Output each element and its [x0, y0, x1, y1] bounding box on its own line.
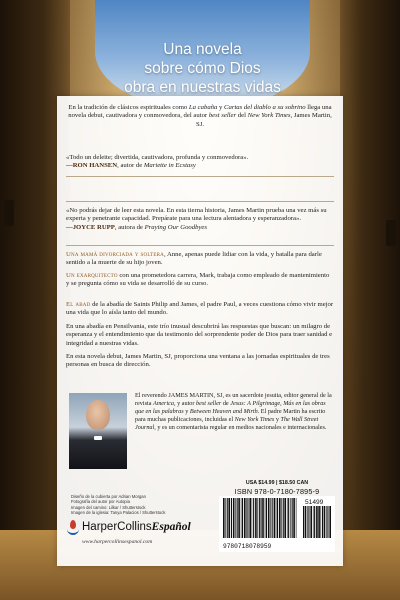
bio-title: New York Times	[234, 415, 275, 423]
blurb-attribution: —RON HANSEN	[66, 162, 118, 170]
barcode-bar	[313, 506, 314, 538]
credits	[71, 494, 191, 516]
bio-title: The Wall Street Journal	[135, 415, 319, 431]
blurb-quote: «No podrás dejar de leer esta novela. En esta tierna historia, James Martin prueba una vez más su experta y penetrante capacidad. Prepárate para una lectura alentadora y esperanzadora».	[66, 207, 327, 223]
bio-text: . El padre Martin ha escrito para muchas publicaciones, incluidas el	[135, 407, 326, 423]
intro-paragraph	[66, 104, 334, 129]
divider	[66, 245, 334, 246]
barcode-bar	[308, 506, 309, 538]
bio-title: America	[153, 399, 175, 407]
synopsis-paragraph: En una abadía en Pensilvania, este trío inusual descubrirá las respuestas que buscan: un milagro de esperanza y el entendimiento que da testimonio del sorprendente poder de Dios para traer sanidad e integridad a nuestras vidas.	[66, 323, 333, 347]
barcode-bar	[296, 498, 297, 538]
blurb-rupp	[66, 207, 334, 232]
intro-text: , James Martin, SJ.	[196, 112, 332, 128]
blurb-quote: «Todo un deleite; divertida, cautivadora, profunda y conmovedora».	[66, 154, 249, 161]
barcode-bar	[268, 498, 270, 538]
intro-text: llega una novela debut, cautivadora y conmovedora, del autor	[68, 104, 332, 120]
barcode-bar	[310, 506, 312, 538]
barcode-graphic	[219, 496, 335, 552]
barcode-bar	[255, 498, 257, 538]
barcode-bar	[321, 506, 322, 538]
credit-line: Diseño de la cubierta por Adrian Morgan	[71, 494, 146, 499]
bio-text: de	[221, 399, 231, 407]
barcode-bar	[261, 498, 262, 538]
wave-shape	[67, 529, 79, 535]
synopsis-text: de la abadía de Saints Philip and James, el padre Paul, a veces cuestiona cómo vivir mejor una vida que lo aísla tanto del mundo.	[66, 301, 334, 317]
headline-line: sobre cómo Dios	[144, 60, 261, 77]
author-photo	[69, 393, 127, 469]
barcode-bar	[223, 498, 225, 538]
divider	[66, 201, 334, 202]
credit-line: Fotografía del autor por Autopia	[71, 499, 130, 505]
barcode-bar	[257, 498, 258, 538]
barcode-bar	[235, 498, 236, 538]
blurb-hansen	[66, 154, 334, 171]
barcode-bar	[244, 498, 246, 538]
barcode-bar	[237, 498, 238, 538]
intro-title: La cabaña	[188, 104, 218, 111]
door-right	[340, 0, 400, 600]
bio-title: Jesus: A Pilgrimage	[230, 399, 281, 407]
barcode-bar	[253, 498, 254, 538]
barcode-bar	[233, 498, 235, 538]
barcode-bar	[283, 498, 284, 538]
intro-text: del	[236, 112, 248, 120]
publisher-logo	[67, 520, 191, 534]
barcode-bar	[314, 506, 315, 538]
barcode-bar	[284, 498, 286, 538]
barcode-bar	[287, 498, 288, 538]
divider	[66, 176, 334, 177]
barcode-bar	[228, 498, 230, 538]
barcode-bar	[259, 498, 260, 538]
barcode-bar	[270, 498, 271, 538]
intro-text: y	[217, 104, 225, 111]
barcode-bar	[242, 498, 243, 538]
hinge-icon	[4, 200, 14, 226]
blurb-source: , autor de	[117, 162, 144, 170]
intro-text: En la tradición de clásicos espirituales como	[68, 104, 189, 111]
synopsis-text: con una prometedora carrera, Mark, trabaja como empleado de mantenimiento y se pregunta cómo su vida se desarrolló de su curso.	[66, 272, 330, 288]
barcode-bar	[305, 506, 307, 538]
barcode-bar	[318, 506, 320, 538]
publisher-name-italic: Español	[151, 521, 191, 533]
synopsis-lead: Una mamá divorciada y soltera	[66, 251, 164, 258]
synopsis-paragraph	[66, 301, 334, 318]
barcode-bar	[272, 498, 273, 538]
publisher-name	[82, 521, 191, 533]
price-label: USA $14.99 | $18.50 CAN	[245, 480, 309, 486]
bio-text: ,	[280, 399, 284, 407]
synopsis-lead: El abad	[66, 301, 91, 308]
headline	[90, 40, 315, 97]
bio-title: Between Heaven and Mirth	[189, 407, 258, 415]
blurb-source-title: Praying Our Goodbyes	[144, 223, 207, 231]
headline-line: obra en nuestras vidas	[124, 79, 281, 96]
barcode-bar	[276, 498, 277, 538]
bio-text: , y autor	[174, 399, 197, 407]
barcode-bar	[316, 506, 318, 538]
intro-title: Cartas del diablo a su sobrino	[224, 104, 306, 111]
barcode-bar	[252, 498, 253, 538]
barcode-bar	[292, 498, 293, 538]
barcode-digits: 9780718078959	[223, 543, 272, 550]
text-panel	[57, 96, 343, 566]
barcode-bar	[327, 506, 328, 538]
barcode-bar	[238, 498, 240, 538]
barcode-bar	[249, 498, 251, 538]
blurb-source: , autora de	[114, 223, 145, 231]
barcode-bar	[277, 498, 278, 538]
barcode-bar	[293, 498, 295, 538]
bio-title: best seller	[196, 399, 222, 407]
publisher-website: www.harpercollinsespanol.com	[82, 539, 153, 545]
clerical-collar	[94, 436, 102, 440]
barcode-bar	[241, 498, 242, 538]
barcode-bar	[326, 506, 327, 538]
barcode-bar	[274, 498, 276, 538]
barcode-bar	[322, 506, 323, 538]
barcode-bar	[262, 498, 264, 538]
barcode-bar	[303, 506, 304, 538]
bio-text: El reverendo	[135, 392, 169, 399]
barcode-bar	[225, 498, 226, 538]
synopsis-text: , Anne, apenas puede lidiar con la vida, y batalla para darle sentido a la muerte de su hijo joven.	[66, 251, 322, 267]
synopsis-lead: Un exarquitecto	[66, 272, 118, 279]
synopsis-paragraph	[66, 251, 334, 268]
flame-wave-icon	[67, 520, 79, 534]
barcode-bar	[279, 498, 281, 538]
intro-title: best seller	[208, 112, 237, 120]
flame-shape	[70, 520, 76, 529]
bio-title: Más en las obras que en las palabras	[135, 399, 326, 415]
barcode-addon-digits: 51499	[305, 499, 324, 506]
hinge-icon	[386, 220, 396, 246]
barcode-bar	[265, 498, 266, 538]
barcode-bar	[227, 498, 228, 538]
synopsis-paragraph: En esta novela debut, James Martin, SJ, proporciona una ventana a las jornadas espirituales de tres personas en busca de dirección.	[66, 353, 330, 369]
author-bio	[135, 392, 333, 432]
barcode	[219, 496, 335, 552]
synopsis-paragraph	[66, 272, 334, 289]
credit-line: Imagen de la iglesia: Tanya Palacios / Shutterstock	[71, 510, 166, 516]
isbn-label: ISBN 978-0-7180-7895-9	[234, 487, 320, 496]
barcode-bar	[307, 506, 308, 538]
bio-author-name: JAMES MARTIN, SJ	[168, 392, 223, 399]
barcode-bar	[247, 498, 248, 538]
credit-line: Imagen del camino: Lilkar / Shutterstock	[71, 504, 146, 510]
intro-title: New York Times	[247, 112, 291, 120]
bio-text: y	[183, 407, 190, 415]
blurb-source-title: Mariette in Ecstasy	[143, 162, 196, 170]
bio-text: y	[274, 415, 281, 423]
publisher-name-plain: HarperCollins	[82, 521, 152, 533]
barcode-bar	[246, 498, 247, 538]
barcode-bar	[290, 498, 291, 538]
barcode-bar	[324, 506, 326, 538]
barcode-bar	[329, 506, 331, 538]
bio-text: , es un sacerdote jesuita, editor general de la revista	[135, 392, 332, 407]
barcode-bar	[281, 498, 282, 538]
author-head	[86, 400, 110, 430]
barcode-bar	[288, 498, 289, 538]
blurb-attribution: —JOYCE RUPP	[66, 223, 115, 231]
headline-line: Una novela	[163, 41, 242, 58]
bio-text: , y es un comentarista regular en medios nacionales e internacionales.	[154, 423, 327, 431]
barcode-bar	[266, 498, 267, 538]
barcode-bar	[231, 498, 232, 538]
